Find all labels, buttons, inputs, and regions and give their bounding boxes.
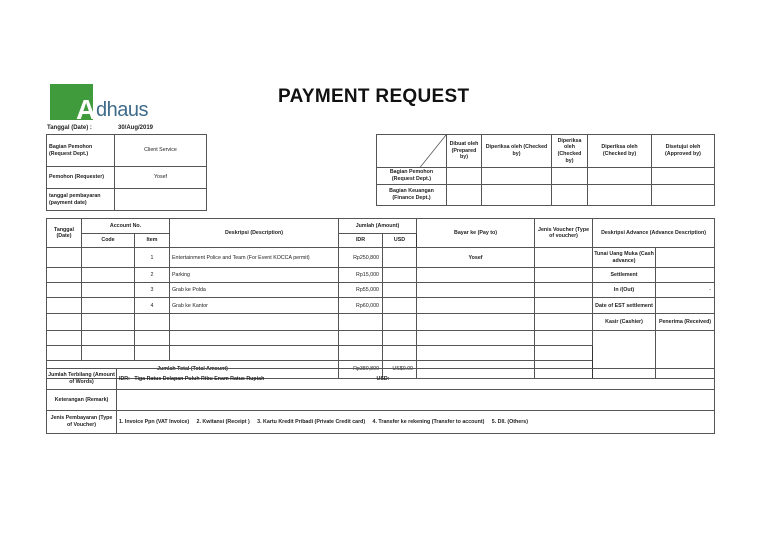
row-pay-to[interactable] [417,283,535,298]
row-description[interactable] [170,346,339,361]
signature-cell[interactable] [652,168,715,185]
payment-date-value[interactable] [115,189,207,211]
signature-cell[interactable] [552,185,588,206]
row-code[interactable] [82,298,135,314]
row-item[interactable] [135,346,170,361]
est-settlement-label: Date of EST settlement [593,298,656,314]
settlement-value[interactable] [656,268,715,283]
row-date[interactable] [47,298,82,314]
signature-cell[interactable] [482,185,552,206]
row-code[interactable] [82,314,135,331]
payment-items-table [46,218,715,379]
item-header: Item [135,233,170,248]
row-idr[interactable]: Rp55,000 [339,283,383,298]
description-header: Deskripsi (Description) [170,219,339,248]
date-value: 30/Aug/2019 [118,125,154,131]
total-idr: Rp380,800 [339,360,383,378]
request-dept-value[interactable]: Client Service [115,135,207,167]
row-date[interactable] [47,346,82,361]
row-idr[interactable]: Rp15,000 [339,268,383,283]
row-description[interactable]: Grab ke Polda [170,283,339,298]
row-date[interactable] [47,268,82,283]
signature-cell[interactable] [652,185,715,206]
row-item[interactable]: 4 [135,298,170,314]
row-description[interactable]: Entertainment Police and Team (For Event KOCCA permit) [170,248,339,268]
cash-advance-value[interactable] [656,248,715,268]
voucher-option-transfer[interactable]: 4. Transfer ke rekening (Transfer to account) [372,418,485,425]
row-voucher[interactable] [535,298,593,314]
row-item[interactable] [135,331,170,346]
signature-cell[interactable] [588,185,652,206]
approval-row-finance-dept: Bagian Keuangan (Finance Dept.) [377,185,447,206]
requester-info-table [46,134,207,211]
received-label: Penerima (Received) [656,314,715,331]
cash-advance-label: Tunai Uang Muka (Cash advance) [593,248,656,268]
company-logo [50,84,148,125]
row-idr[interactable] [339,346,383,361]
date-header: Tanggal (Date) [47,219,82,248]
signature-cell[interactable] [552,168,588,185]
date-label: Tanggal (Date) : [47,125,92,131]
row-description[interactable] [170,314,339,331]
row-code[interactable] [82,268,135,283]
voucher-type-header: Jenis Voucher (Type of voucher) [535,219,593,248]
row-idr[interactable]: Rp60,000 [339,298,383,314]
row-pay-to[interactable] [417,268,535,283]
row-idr[interactable] [339,314,383,331]
row-usd[interactable] [383,268,417,283]
amount-header: Jumlah (Amount) [339,219,417,234]
row-voucher[interactable] [535,248,593,268]
payment-date-label: tanggal pembayaran (payment date) [47,189,115,211]
row-voucher[interactable] [535,314,593,331]
signature-cell[interactable] [588,168,652,185]
row-usd[interactable] [383,314,417,331]
pay-to-header: Bayar ke (Pay to) [417,219,535,248]
row-date[interactable] [47,248,82,268]
signature-cell[interactable] [447,185,482,206]
row-voucher[interactable] [535,283,593,298]
row-voucher[interactable] [535,346,593,361]
page-title: PAYMENT REQUEST [278,86,470,107]
in-out-label: In /(Out) [593,283,656,298]
in-out-value[interactable]: - [656,283,715,298]
checked-by-header-3: Diperiksa oleh (Checked by) [588,135,652,168]
row-date[interactable] [47,331,82,346]
row-code[interactable] [82,346,135,361]
requester-value[interactable]: Yosef [115,167,207,189]
signature-cell[interactable] [482,168,552,185]
row-item[interactable]: 1 [135,248,170,268]
row-idr[interactable]: Rp250,800 [339,248,383,268]
row-code[interactable] [82,248,135,268]
voucher-option-credit-card[interactable]: 3. Kartu Kredit Pribadi (Private Credit card) [257,418,366,425]
row-voucher[interactable] [535,331,593,346]
settlement-label: Settlement [593,268,656,283]
row-pay-to[interactable] [417,314,535,331]
row-date[interactable] [47,283,82,298]
diagonal-line-icon [377,135,446,167]
est-settlement-value[interactable] [656,298,715,314]
prepared-by-header: Dibuat oleh (Prepared by) [447,135,482,168]
idr-header: IDR [339,233,383,248]
voucher-option-vat-invoice[interactable]: 1. Invoice Ppn (VAT Invoice) [119,418,190,425]
row-code[interactable] [82,283,135,298]
row-usd[interactable] [383,248,417,268]
voucher-option-others[interactable]: 5. Dll. (Others) [491,418,528,425]
checked-by-header-1: Diperiksa oleh (Checked by) [482,135,552,168]
row-usd[interactable] [383,283,417,298]
row-code[interactable] [82,331,135,346]
row-item[interactable]: 2 [135,268,170,283]
remark-label: Keterangan (Remark) [47,390,117,411]
amount-words-label: Jumlah Terbilang (Amount of Words) [47,369,117,390]
amount-words-idr-prefix: IDR: [119,375,130,382]
logo-wordmark: dhaus [96,99,148,121]
request-dept-label: Bagian Pemohon (Request Dept.) [47,135,115,167]
approval-row-request-dept: Bagian Pemohon (Request Dept.) [377,168,447,185]
row-idr[interactable] [339,331,383,346]
summary-table [46,368,715,434]
checked-by-header-2: Diperiksa oleh (Checked by) [552,135,588,168]
cashier-label: Kasir (Cashier) [593,314,656,331]
advance-description-header: Deskripsi Advance (Advance Description) [593,219,715,248]
logo-text [96,99,148,121]
voucher-type-label: Jenis Pembayaran (Type of Voucher) [47,411,117,434]
voucher-option-receipt[interactable]: 2. Kwitansi (Receipt ) [196,418,250,425]
row-description[interactable]: Grab ke Kantor [170,298,339,314]
voucher-options [117,411,715,434]
total-usd: US$0.00 [383,360,417,378]
amount-words-cell[interactable] [117,369,715,390]
row-pay-to[interactable] [417,331,535,346]
logo-letter: A [76,94,97,125]
signature-cell[interactable] [447,168,482,185]
amount-words-idr: Tiga Ratus Delapan Puluh Ribu Enam Ratus Rupiah [134,375,265,382]
row-item[interactable]: 3 [135,283,170,298]
row-pay-to[interactable]: Yosef [417,248,535,268]
row-item[interactable] [135,314,170,331]
approval-corner-cell [377,135,447,168]
row-description[interactable] [170,331,339,346]
row-usd[interactable] [383,346,417,361]
amount-words-usd-prefix: USD: [376,375,390,382]
remark-value[interactable] [117,390,715,411]
code-header: Code [82,233,135,248]
requester-label: Pemohon (Requester) [47,167,115,189]
total-amount-label: Jumlah Total (Total Amount) [47,360,339,378]
usd-header: USD [383,233,417,248]
row-pay-to[interactable] [417,298,535,314]
approved-by-header: Disetujui oleh (Approved by) [652,135,715,168]
row-voucher[interactable] [535,268,593,283]
row-pay-to[interactable] [417,346,535,361]
row-usd[interactable] [383,331,417,346]
row-description[interactable]: Parking [170,268,339,283]
row-usd[interactable] [383,298,417,314]
approval-table [376,134,715,206]
account-no-header: Account No. [82,219,170,234]
row-date[interactable] [47,314,82,331]
